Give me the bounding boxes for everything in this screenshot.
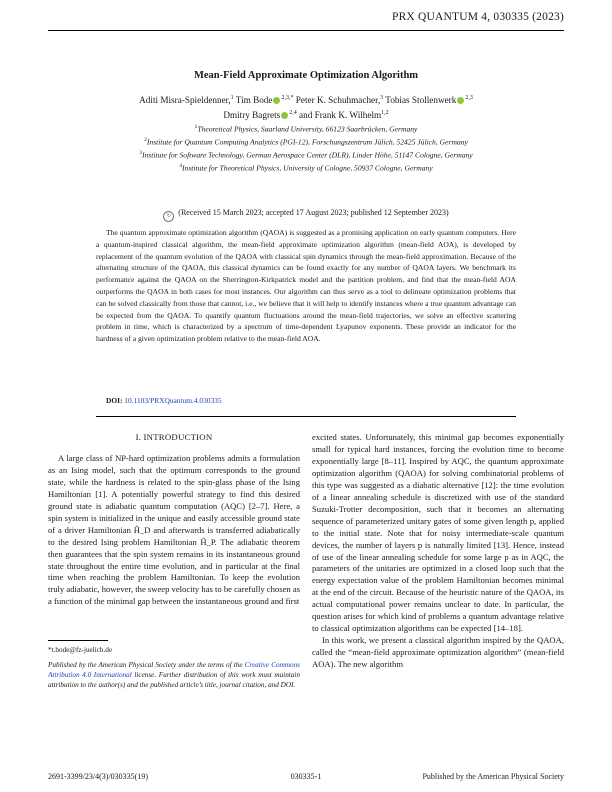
orcid-icon[interactable] [273,97,280,104]
author-name: Aditi Misra-Spieldenner, [139,95,231,106]
left-column [48,410,300,608]
author-affil: 2,3,* [281,95,294,101]
author-affil: 1 [230,95,234,101]
received-dates [0,208,612,222]
footer-page-number: 030335-1 [290,772,322,781]
affiliation-text: Institute for Quantum Computing Analytics (PGI-12), Forschungszentrum Jülich, 52425 Jülich, Germany [146,137,468,147]
footer-publisher: Published by the American Physical Society [422,772,564,781]
author-affil: 1,2 [381,109,389,116]
affiliation-number: 4 [179,163,183,170]
affiliation-number: 2 [144,137,147,144]
footer-issn: 2691-3399/23/4(3)/030335(19) [48,772,148,781]
license-link[interactable]: Creative Commons Attribution 4.0 International [48,661,300,679]
doi-link[interactable]: 10.1103/PRXQuantum.4.030335 [124,396,222,405]
author-affil: 3 [380,95,384,101]
author-name: Tobias Stollenwerk [385,95,457,106]
license-notice [48,660,300,690]
author-name: Peter K. Schuhmacher, [295,95,381,106]
orcid-icon[interactable] [281,112,288,119]
journal-header: PRX QUANTUM 4, 030335 (2023) [391,11,564,23]
affiliation-number: 3 [139,150,142,157]
author-affil: 2,4 [289,109,297,116]
paragraph: In this work, we present a classical algorithm inspired by the QAOA, called the “mean-field approximate optimization algorithm” (mean-field AOA). The new algorithm [312,635,564,670]
license-text: Published by the American Physical Society under the terms of the [48,661,245,669]
abstract: The quantum approximate optimization algorithm (QAOA) is suggested as a promising application on early quantum computers. Here a quantum-inspired classical algorithm, the mean-field approximate optimization algorithm (mean-field AOA), is developed by replacement of the quantum evolution of the QAOA with classical spin dynamics through the mean-field approximation. Because of the alternating structure of the QAOA, this classical dynamics can be found exactly for any number of QAOA layers. We benchmark its performance against the QAOA on the Sherrington-Kirkpatrick model and the partition problem, and find that the mean-field AOA outperforms the QAOA in both cases for most instances. Our algorithm can thus serve as a tool to delineate optimization problems that can be solved classically from those that cannot, i.e., we believe that it will help to identify instances where a true quantum advantage can be expected from the QAOA. To quantify quantum fluctuations around the mean-field trajectories, we solve an effective scattering problem in time, which is characterized by a spectrum of time-dependent Lyapunov exponents. These provide an indicator for the hardness of a given optimization problem relative to the mean-field AOA. [96,228,516,344]
header-rule [48,30,564,31]
footnote-email[interactable]: *t.bode@fz-juelich.de [48,646,113,654]
orcid-icon[interactable] [457,97,464,104]
doi-label: DOI: [106,396,123,405]
affiliation [60,161,552,174]
paragraph: excited states. Unfortunately, this minimal gap becomes exponentially small for typical hard instances, forcing the evolution time to become exponentially large [8–11]. Inspired by AQC, the quantum approximate optimization algorithm (QAOA) for solving combinatorial problems of this type was suggested as a diabatic alternative [12]: the time evolution of a linear annealing schedule is discretized with use of the standard Suzuki-Trotter decomposition, such that it becomes an alternating sequence of parameterized unitary gates of some given length p, applied to the initial state. Note that for noisy intermediate-scale quantum devices, the number of layers p is naturally limited [13]. Hence, instead of use of the linear annealing schedule for some large p as in AQC, the parameters of the unitaries are optimized in a closed loop such that the energy expectation value of the problem Hamiltonian becomes minimal at the end of the circuit. Because of the heuristic nature of the QAOA, its actual computational power remains unclear to date. In particular, the question arises for which kind of problems a quantum advantage relative to classical optimization algorithms can be expected [14–18]. [312,432,564,634]
received-text: (Received 15 March 2023; accepted 17 August 2023; published 12 September 2023) [178,208,449,217]
author-line-2 [70,107,542,122]
affiliation-number: 1 [194,124,198,130]
affiliation [60,135,552,148]
affiliation-text: Institute for Software Technology, German Aerospace Center (DLR), Linder Höhe, 51147 Cologne, Germany [141,150,473,160]
author-affil: 2,3 [465,95,473,101]
paragraph: A large class of NP-hard optimization problems admits a formulation as an Ising model, such that the optimum corresponds to the ground state, while the hardness is related to the spin-glass phase of the Ising Hamiltonian [1]. A potentially powerful strategy to find this desired ground state is adiabatic quantum computation (AQC) [2–7]. Here, a spin system is initialized in the unique and easily accessible ground state of a driver Hamiltonian Ĥ_D and afterwards is transferred adiabatically to the desired Ising problem Hamiltonian Ĥ_P. The adiabatic theorem then guarantees that the spin system remains in its instantaneous ground state throughout the entire time evolution, and in particular at the final time when reaching the problem Hamiltonian. To keep the evolution truly adiabatic, however, the sweep velocity has to be carefully chosen as a function of the minimal gap between the instantaneous ground and first [48,452,300,607]
author-name: Dmitry Bagrets [223,109,281,120]
footnote-rule [48,640,108,641]
affiliation-text: Theoretical Physics, Saarland University, 66123 Saarbrücken, Germany [197,124,418,134]
check-for-updates-icon[interactable]: ↻ [163,211,174,222]
author-name: Tim Bode [235,95,273,106]
license-text: license. Further distribution of this work must maintain attribution to the author(s) and the published article’s title, journal citation, and DOI. [48,671,300,689]
author-list [70,92,542,121]
doi-line [106,396,222,405]
section-heading: I. INTRODUCTION [135,432,213,442]
affiliation-list [60,122,552,175]
affiliation [60,122,552,135]
author-line-1 [70,92,542,107]
affiliation-text: Institute for Theoretical Physics, University of Cologne, 50937 Cologne, Germany [182,163,433,173]
affiliation [60,148,552,161]
paper-title: Mean-Field Approximate Optimization Algorithm [193,70,419,81]
right-column [312,432,564,671]
author-name: and Frank K. Wilhelm [299,109,382,120]
